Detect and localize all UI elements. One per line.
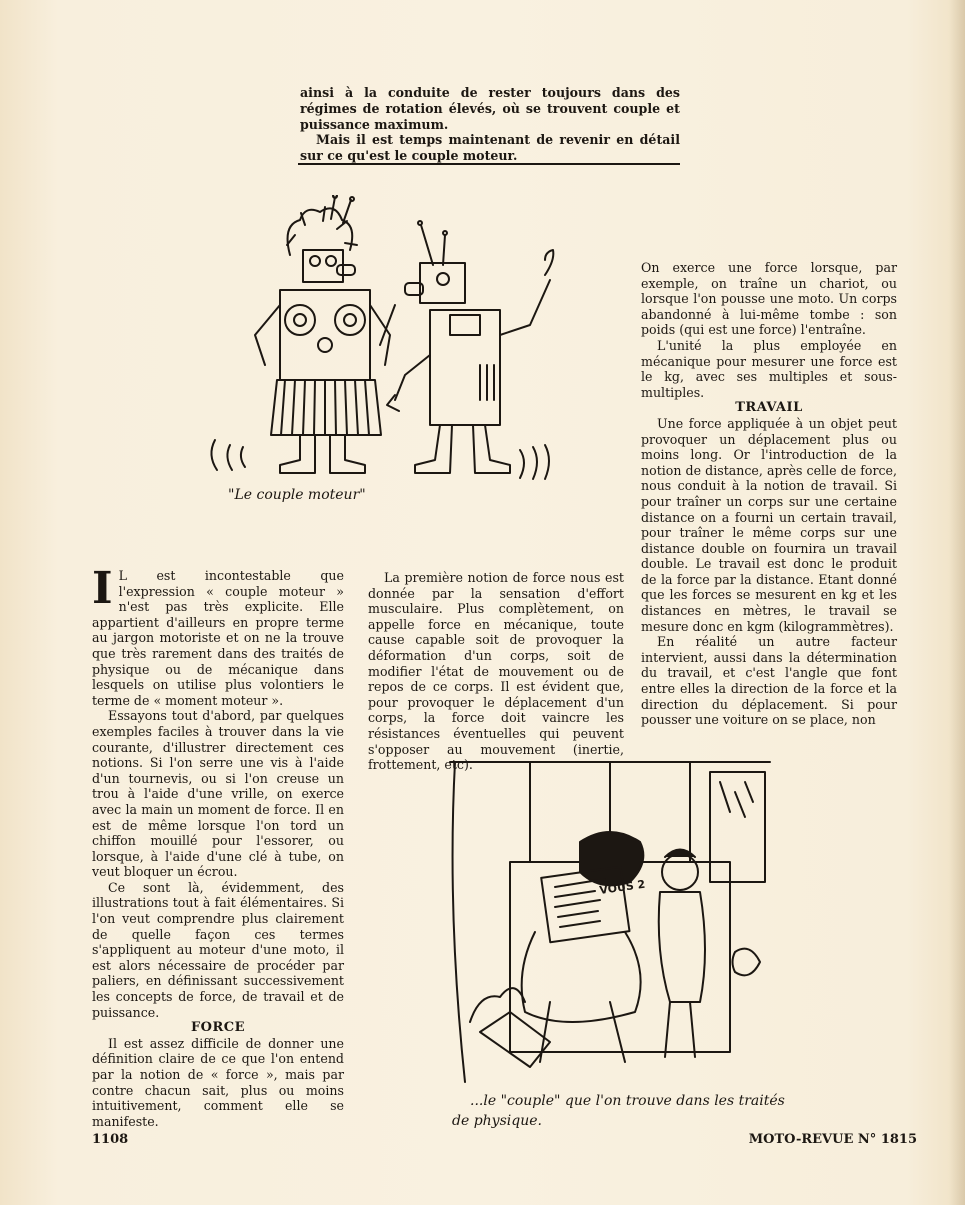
section-divider (298, 163, 680, 165)
magazine-cover-title: VOUS 2 (598, 877, 646, 897)
illustration-2-caption-line-1: ...le "couple" que l'on trouve dans les traités (470, 1093, 785, 1109)
intro-paragraph-1: ainsi à la conduite de rester toujours dans des régimes de rotation élevés, où se trouvent couple et puissance maximum. (300, 85, 680, 132)
page-number: 1108 (92, 1132, 129, 1147)
illustration-2-caption-line-2: de physique. (452, 1113, 542, 1129)
page-edge-shadow (949, 0, 965, 1205)
col1-paragraph-2: Essayons tout d'abord, par quelques exemples faciles à trouver dans la vie courante, d'illustrer directement ces notions. Si l'on serre une vis à l'aide d'un tournevis, ou si l'on creuse un trou à l'aide d'une vrille, on exerce avec la main un moment de force. Il en est de même lorsque l'on tord un chiffon mouillé pour l'essorer, ou lorsque, à l'aide d'une clé à tube, on veut bloquer un écrou. (92, 708, 344, 880)
intro-paragraph-2: Mais il est temps maintenant de revenir en détail sur ce qu'est le couple moteur. (300, 132, 680, 164)
col3-paragraph-4: En réalité un autre facteur intervient, aussi dans la détermination du travail, et c'est l'angle que font entre elles la direction de la force et la direction du déplacement. Si pour pousser une voiture on se place, non (641, 634, 897, 728)
heading-force: FORCE (190, 1020, 246, 1036)
column-3 (641, 260, 897, 728)
robot-couple-illustration (195, 195, 575, 485)
col3-paragraph-1: On exerce une force lorsque, par exemple, on traîne un chariot, ou lorsque l'on pousse une moto. Un corps abandonné à lui-même tombe : son poids (qui est une force) l'entraîne. (641, 260, 897, 338)
col2-paragraph-1: La première notion de force nous est donnée par la sensation d'effort musculaire. Plus complètement, on appelle force en mécanique, toute cause capable soit de provoquer la déformation d'un corps, soit de modifier l'état de mouvement ou de repos de ce corps. Il est évident que, pour provoquer le déplacement d'un corps, la force doit vaincre les résistances éventuelles qui peuvent s'opposer au mouvement (inertie, frottement, etc). (368, 570, 624, 773)
illustration-1-caption: "Le couple moteur" (228, 487, 366, 503)
col3-paragraph-2: L'unité la plus employée en mécanique pour mesurer une force est le kg, avec ses multiples et sous-multiples. (641, 337, 897, 400)
doorstep-couple-illustration (440, 742, 790, 1092)
heading-travail: TRAVAIL (735, 400, 803, 416)
column-1 (92, 563, 344, 1129)
intro-text (300, 85, 680, 164)
col1-paragraph-3: Ce sont là, évidemment, des illustrations tout à fait élémentaires. Si l'on veut comprendre plus clairement de quelle façon ces termes s'appliquent au moteur d'une moto, il est alors nécessaire de procéder par paliers, en définissant successivement les concepts de force, de travail et de puissance. (92, 879, 344, 1020)
magazine-issue: MOTO-REVUE N° 1815 (748, 1132, 917, 1147)
col3-paragraph-3: Une force appliquée à un objet peut provoquer un déplacement plus ou moins long. Or l'introduction de la notion de distance, après celle de force, nous conduit à la notion de travail. Si pour traîner un corps sur une certaine distance on a fourni un certain travail, pour traîner le même corps sur une distance double on fournira un travail double. Le travail est donc le produit de la force par la distance. Etant donné que les forces se mesurent en kg et les distances en mètres, le travail se mesure donc en kgm (kilogrammètres). (641, 415, 897, 634)
drop-cap: I (92, 563, 113, 614)
col1-paragraph-1-text: L est incontestable que l'expression « couple moteur » n'est pas très explicite. Elle appartient d'ailleurs en propre terme au jargon motoriste et on ne la trouve que très rarement dans des traités de physique ou de mécanique dans lesquels on utilise plus volontiers le terme de « moment moteur ». (92, 568, 344, 708)
col1-paragraph-1 (92, 563, 344, 708)
col1-paragraph-4: Il est assez difficile de donner une définition claire de ce que l'on entend par la notion de « force », mais par contre chacun sait, plus ou moins intuitivement, comment elle se manifeste. (92, 1035, 344, 1129)
